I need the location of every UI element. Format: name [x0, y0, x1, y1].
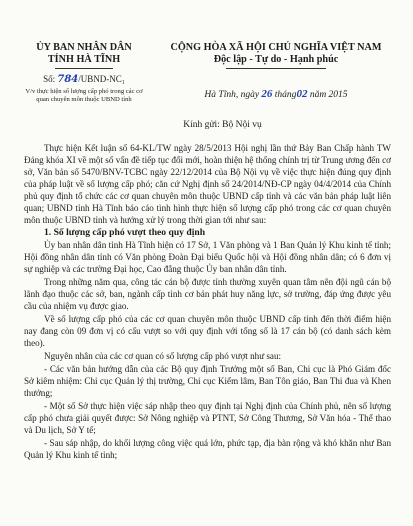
paragraph-1: Ủy ban nhân dân tỉnh Hà Tĩnh hiện có 17 Sở, 1 Văn phòng và 1 Ban Quản lý Khu kinh tế tỉnh; Hội đồng nhân dân tỉnh có Văn phòng Đoàn Đại biểu Quốc hội và Hội đồng nhân dân; có 6 đơn vị sự nghiệp và các trường Đại học, Cao đẳng thuộc Ủy ban nhân dân tỉnh.	[24, 240, 391, 274]
date-month: 02	[296, 88, 308, 100]
nation-name: CỘNG HÒA XÃ HỘI CHỦ NGHĨA VIỆT NAM	[170, 42, 382, 53]
paragraph-3: Về số lượng cấp phó của các cơ quan chuyên môn thuộc UBND cấp tỉnh đến thời điểm hiện nay đang còn 09 đơn vị có cấu vượt so với quy định với tổng số là 17 cán bộ (có danh sách kèm theo).	[24, 314, 391, 348]
number-handwritten: 784	[57, 74, 79, 85]
paragraph-2: Trong những năm qua, công tác cán bộ được tỉnh thường xuyên quan tâm nên đội ngũ cán bộ lãnh đạo thuộc các sở, ban, ngành cấp tỉnh cơ bản phát huy năng lực, sở trường, đáp ứng được yêu cầu của nhiệm vụ được giao.	[24, 277, 391, 311]
authority-line-2: TỈNH HÀ TĨNH	[47, 54, 121, 65]
authority-line-1: ỦY BAN NHÂN DÂN	[36, 42, 132, 53]
national-heading	[161, 42, 391, 104]
national-motto: Độc lập - Tự do - Hạnh phúc	[213, 54, 339, 65]
paragraph-7: - Sau sáp nhập, do khối lượng công việc quá lớn, phức tạp, địa bàn rộng và khó khăn như Ban Quản lý Khu kinh tế tỉnh;	[24, 438, 391, 460]
date-line	[161, 88, 391, 100]
paragraph-4: Nguyên nhân của các cơ quan có số lượng cấp phó vượt như sau:	[44, 351, 282, 361]
date-month-label: tháng	[274, 90, 297, 100]
date-place: Hà Tĩnh, ngày	[204, 90, 260, 100]
issuing-authority	[24, 42, 144, 104]
date-day: 26	[261, 88, 273, 100]
section-1-heading: 1. Số lượng cấp phó vượt theo quy định	[44, 227, 206, 238]
date-year: năm 2015	[309, 90, 348, 100]
motto-underline	[226, 68, 326, 69]
recipient-line: Kính gửi: Bộ Nội vụ	[183, 120, 262, 130]
document-header	[24, 42, 391, 104]
document-subject: V/v thực hiện số lượng cấp phó trong các cơ quan chuyên môn thuộc UBND tỉnh	[25, 88, 143, 103]
number-prefix: Số:	[43, 74, 56, 84]
paragraph-6: - Một số Sở thực hiện việc sáp nhập theo quy định tại Nghị định của Chính phủ, nên số lượng cấp phó chưa giải quyết được: Sở Nông nghiệp và PTNT, Sở Công Thương, Sở Văn hóa - Thể thao và Du lịch, Sở Y tế;	[24, 401, 391, 435]
intro-paragraph: Thực hiện Kết luận số 64-KL/TW ngày 28/5/2013 Hội nghị lần thứ Bảy Ban Chấp hành TW Đảng khóa XI về một số vấn đề tiếp tục đổi mới, hoàn thiện hệ thống chính trị từ Trung ương đến cơ sở, Văn bản số 5470/BNV-TCBC ngày 22/12/2014 của Bộ Nội vụ về việc thực hiện đúng quy định của pháp luật về số lượng cấp phó; căn cứ Nghị định số 24/2014/NĐ-CP ngày 04/4/2014 của Chính phủ quy định tổ chức các cơ quan chuyên môn thuộc UBND cấp tỉnh và các văn bản pháp luật liên quan; UBND tỉnh Hà Tĩnh báo cáo tình hình thực hiện số lượng cấp phó trong các cơ quan chuyên môn thuộc UBND tỉnh và hướng xử lý trong thời gian tới như sau:	[24, 143, 391, 225]
document-number	[24, 74, 144, 85]
number-suffix: /UBND-NC₁	[78, 74, 125, 84]
paragraph-5: - Các văn bản hướng dẫn của các Bộ quy định Trưởng một số Ban, Chi cục là Phó Giám đốc Sở kiêm nhiệm: Chi cục Quản lý thị trường, Chi cục Kiểm lâm, Ban Tôn giáo, Ban Thi đua và Khen thưởng;	[24, 364, 391, 398]
authority-underline	[55, 68, 113, 69]
